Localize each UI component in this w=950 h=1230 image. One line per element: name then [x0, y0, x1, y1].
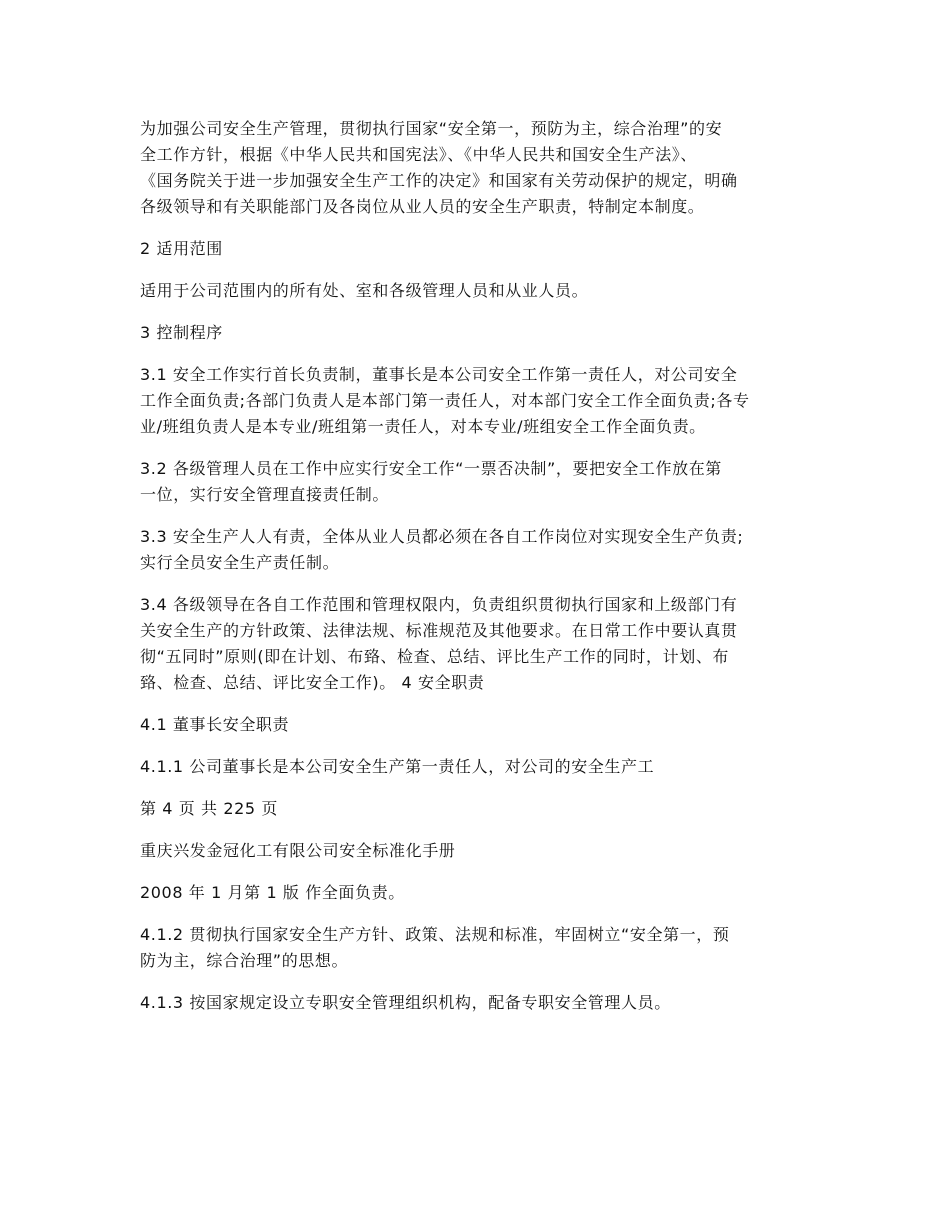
text-line: 重庆兴发金冠化工有限公司安全标准化手册	[140, 841, 456, 860]
text-line: 工作全面负责;各部门负责人是本部门第一责任人，对本部门安全工作全面负责;各专	[140, 391, 750, 410]
text-line: 为加强公司安全生产管理，贯彻执行国家“安全第一，预防为主，综合治理”的安	[140, 119, 723, 138]
text-line: 实行全员安全生产责任制。	[140, 553, 340, 572]
text-line: 各级领导和有关职能部门及各岗位从业人员的安全生产职责，特制定本制度。	[140, 197, 705, 216]
text-line: 3.1 安全工作实行首长负责制，董事长是本公司安全工作第一责任人，对公司安全	[140, 365, 738, 384]
paragraph-sec-4-1-1	[140, 754, 812, 780]
text-line: 一位，实行安全管理直接责任制。	[140, 485, 390, 504]
text-line: 4.1.2 贯彻执行国家安全生产方针、政策、法规和标准，牢固树立“安全第一，预	[140, 925, 730, 944]
text-line: 2 适用范围	[140, 239, 223, 258]
text-line: 关安全生产的方针政策、法律法规、标准规范及其他要求。在日常工作中要认真贯	[140, 621, 738, 640]
text-line: 3.3 安全生产人人有责，全体从业人员都必须在各自工作岗位对实现安全生产负责;	[140, 527, 744, 546]
text-line: 《国务院关于进一步加强安全生产工作的决定》和国家有关劳动保护的规定，明确	[140, 171, 738, 190]
text-line: 全工作方针，根据《中华人民共和国宪法》、《中华人民共和国安全生产法》、	[140, 145, 698, 164]
paragraph-page-footer	[140, 796, 812, 822]
text-line: 防为主，综合治理”的思想。	[140, 951, 349, 970]
paragraph-sec-4-1-2	[140, 922, 812, 974]
text-line: 彻“五同时”原则(即在计划、布臵、检查、总结、评比生产工作的同时，计划、布	[140, 647, 730, 666]
paragraph-sec-3-heading	[140, 320, 812, 346]
paragraph-sec-3-3	[140, 524, 812, 576]
document-page	[140, 116, 812, 1032]
text-line: 2008 年 1 月第 1 版 作全面负责。	[140, 883, 405, 902]
text-line: 4.1 董事长安全职责	[140, 715, 290, 734]
text-line: 业/班组负责人是本专业/班组第一责任人，对本专业/班组安全工作全面负责。	[140, 417, 706, 436]
paragraph-sec-3-1	[140, 362, 812, 440]
text-line: 3.4 各级领导在各自工作范围和管理权限内，负责组织贯彻执行国家和上级部门有	[140, 595, 738, 614]
text-line: 4.1.1 公司董事长是本公司安全生产第一责任人，对公司的安全生产工	[140, 757, 655, 776]
document-body	[140, 116, 812, 1016]
text-line: 3 控制程序	[140, 323, 223, 342]
text-line: 4.1.3 按国家规定设立专职安全管理组织机构，配备专职安全管理人员。	[140, 993, 671, 1012]
text-line: 臵、检查、总结、评比安全工作)。 4 安全职责	[140, 673, 485, 692]
paragraph-edition-line	[140, 880, 812, 906]
paragraph-intro	[140, 116, 812, 220]
paragraph-sec-3-4	[140, 592, 812, 696]
paragraph-sec-2-body	[140, 278, 812, 304]
paragraph-sec-4-1-3	[140, 990, 812, 1016]
paragraph-sec-3-2	[140, 456, 812, 508]
text-line: 3.2 各级管理人员在工作中应实行安全工作“一票否决制”，要把安全工作放在第	[140, 459, 722, 478]
paragraph-sec-4-1-heading	[140, 712, 812, 738]
text-line: 适用于公司范围内的所有处、室和各级管理人员和从业人员。	[140, 281, 589, 300]
paragraph-manual-title	[140, 838, 812, 864]
text-line: 第 4 页 共 225 页	[140, 799, 278, 818]
paragraph-sec-2-heading	[140, 236, 812, 262]
